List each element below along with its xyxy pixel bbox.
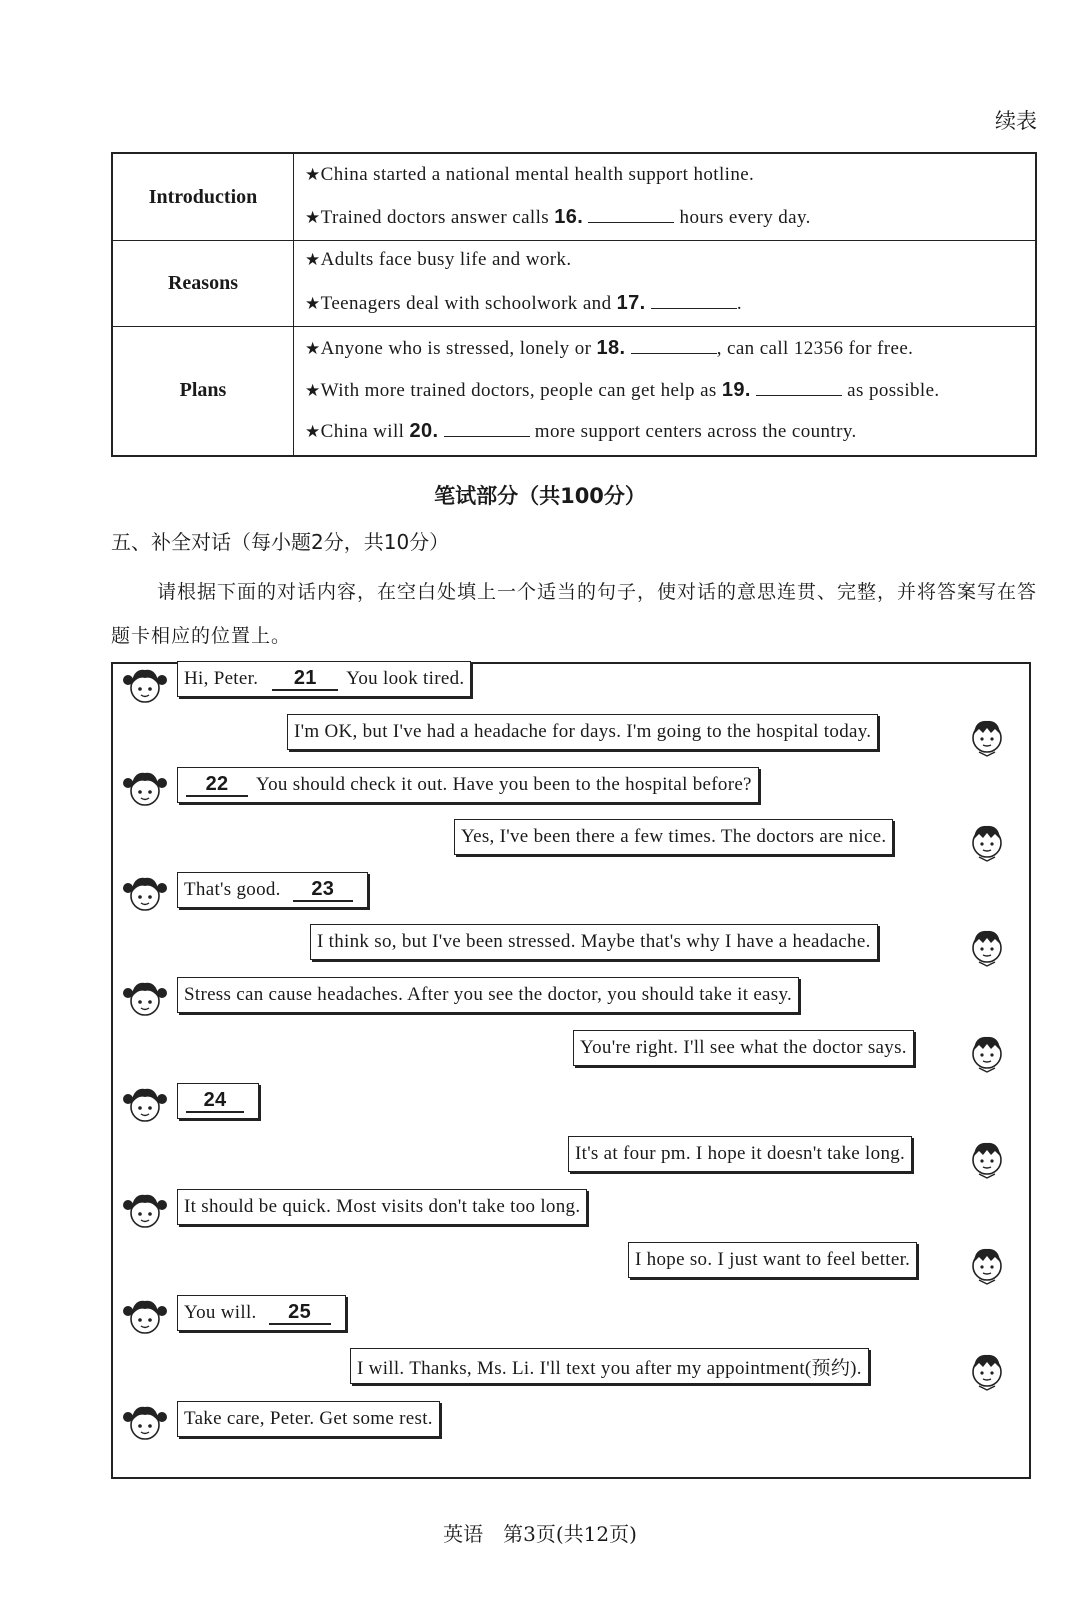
dialogue-box bbox=[111, 662, 1031, 1479]
dialogue-blank-21: 21 bbox=[272, 667, 338, 691]
dialogue-bubble: I'm OK, but I've had a headache for days. I'm going to the hospital today. bbox=[287, 714, 878, 750]
dialogue-bubble: I think so, but I've been stressed. Maybe that's why I have a headache. bbox=[310, 924, 878, 960]
girl-avatar-icon bbox=[123, 1189, 167, 1233]
section-heading: 五、补全对话（每小题2分，共10分） bbox=[111, 530, 450, 554]
boy-avatar-icon bbox=[965, 1242, 1009, 1286]
question-number: 16. bbox=[554, 206, 584, 228]
boy-avatar-icon bbox=[965, 1136, 1009, 1180]
page-footer: 英语 第3页(共12页) bbox=[443, 1522, 637, 1546]
dialogue-blank-25: 25 bbox=[269, 1301, 331, 1325]
row-label: Introduction bbox=[113, 154, 294, 240]
table-line: ★China started a national mental health support hotline. bbox=[305, 164, 755, 185]
girl-avatar-icon bbox=[123, 1083, 167, 1127]
girl-avatar-icon bbox=[123, 664, 167, 708]
table-line: ★Adults face busy life and work. bbox=[305, 249, 572, 270]
table-line: ★Teenagers deal with schoolwork and 17. . bbox=[305, 292, 742, 314]
table-row-plans bbox=[113, 326, 1035, 455]
dialogue-bubble: 22 You should check it out. Have you been to the hospital before? bbox=[177, 767, 759, 803]
answer-blank bbox=[756, 377, 842, 396]
answer-blank bbox=[444, 418, 530, 437]
star-icon: ★ bbox=[305, 250, 321, 270]
dialogue-blank-24: 24 bbox=[186, 1089, 244, 1113]
girl-avatar-icon bbox=[123, 872, 167, 916]
table-row-introduction bbox=[113, 154, 1035, 241]
star-icon: ★ bbox=[305, 165, 321, 185]
dialogue-bubble: Stress can cause headaches. After you see the doctor, you should take it easy. bbox=[177, 977, 799, 1013]
star-icon: ★ bbox=[305, 208, 321, 228]
girl-avatar-icon bbox=[123, 767, 167, 811]
dialogue-bubble: Take care, Peter. Get some rest. bbox=[177, 1401, 440, 1437]
continued-label: 续表 bbox=[995, 109, 1037, 133]
table-line: ★Anyone who is stressed, lonely or 18. , can call 12356 for free. bbox=[305, 337, 914, 359]
summary-table bbox=[111, 152, 1037, 457]
boy-avatar-icon bbox=[965, 1348, 1009, 1392]
dialogue-bubble: Hi, Peter. 21 You look tired. bbox=[177, 661, 471, 697]
answer-blank bbox=[588, 204, 674, 223]
dialogue-bubble: I will. Thanks, Ms. Li. I'll text you after my appointment(预约). bbox=[350, 1348, 869, 1384]
boy-avatar-icon bbox=[965, 819, 1009, 863]
table-row-reasons bbox=[113, 240, 1035, 327]
girl-avatar-icon bbox=[123, 1401, 167, 1445]
dialogue-bubble: I hope so. I just want to feel better. bbox=[628, 1242, 917, 1278]
dialogue-bubble: Yes, I've been there a few times. The doctors are nice. bbox=[454, 819, 893, 855]
dialogue-bubble bbox=[177, 1083, 259, 1119]
row-label: Plans bbox=[113, 326, 294, 455]
star-icon: ★ bbox=[305, 381, 321, 401]
instructions: 请根据下面的对话内容，在空白处填上一个适当的句子，使对话的意思连贯、完整，并将答案写在答题卡相应的位置上。 bbox=[111, 581, 1038, 647]
question-number: 20. bbox=[409, 420, 439, 442]
girl-avatar-icon bbox=[123, 1295, 167, 1339]
dialogue-bubble: You're right. I'll see what the doctor says. bbox=[573, 1030, 914, 1066]
table-line: ★With more trained doctors, people can get help as 19. as possible. bbox=[305, 379, 940, 401]
star-icon: ★ bbox=[305, 422, 321, 442]
dialogue-bubble: That's good. 23 bbox=[177, 872, 368, 908]
girl-avatar-icon bbox=[123, 977, 167, 1021]
dialogue-bubble: It's at four pm. I hope it doesn't take long. bbox=[568, 1136, 912, 1172]
section-title: 笔试部分（共100分） bbox=[434, 484, 646, 508]
boy-avatar-icon bbox=[965, 924, 1009, 968]
dialogue-bubble: You will. 25 bbox=[177, 1295, 346, 1331]
dialogue-blank-23: 23 bbox=[293, 878, 353, 902]
star-icon: ★ bbox=[305, 294, 321, 314]
question-number: 18. bbox=[596, 337, 626, 359]
question-number: 19. bbox=[721, 379, 751, 401]
dialogue-blank-22: 22 bbox=[186, 773, 248, 797]
boy-avatar-icon bbox=[965, 714, 1009, 758]
star-icon: ★ bbox=[305, 339, 321, 359]
table-line: ★China will 20. more support centers across the country. bbox=[305, 420, 857, 442]
question-number: 17. bbox=[616, 292, 646, 314]
answer-blank bbox=[631, 335, 717, 354]
answer-blank bbox=[651, 290, 737, 309]
row-label: Reasons bbox=[113, 240, 294, 326]
dialogue-bubble: It should be quick. Most visits don't take too long. bbox=[177, 1189, 587, 1225]
table-line: ★Trained doctors answer calls 16. hours every day. bbox=[305, 206, 811, 228]
boy-avatar-icon bbox=[965, 1030, 1009, 1074]
